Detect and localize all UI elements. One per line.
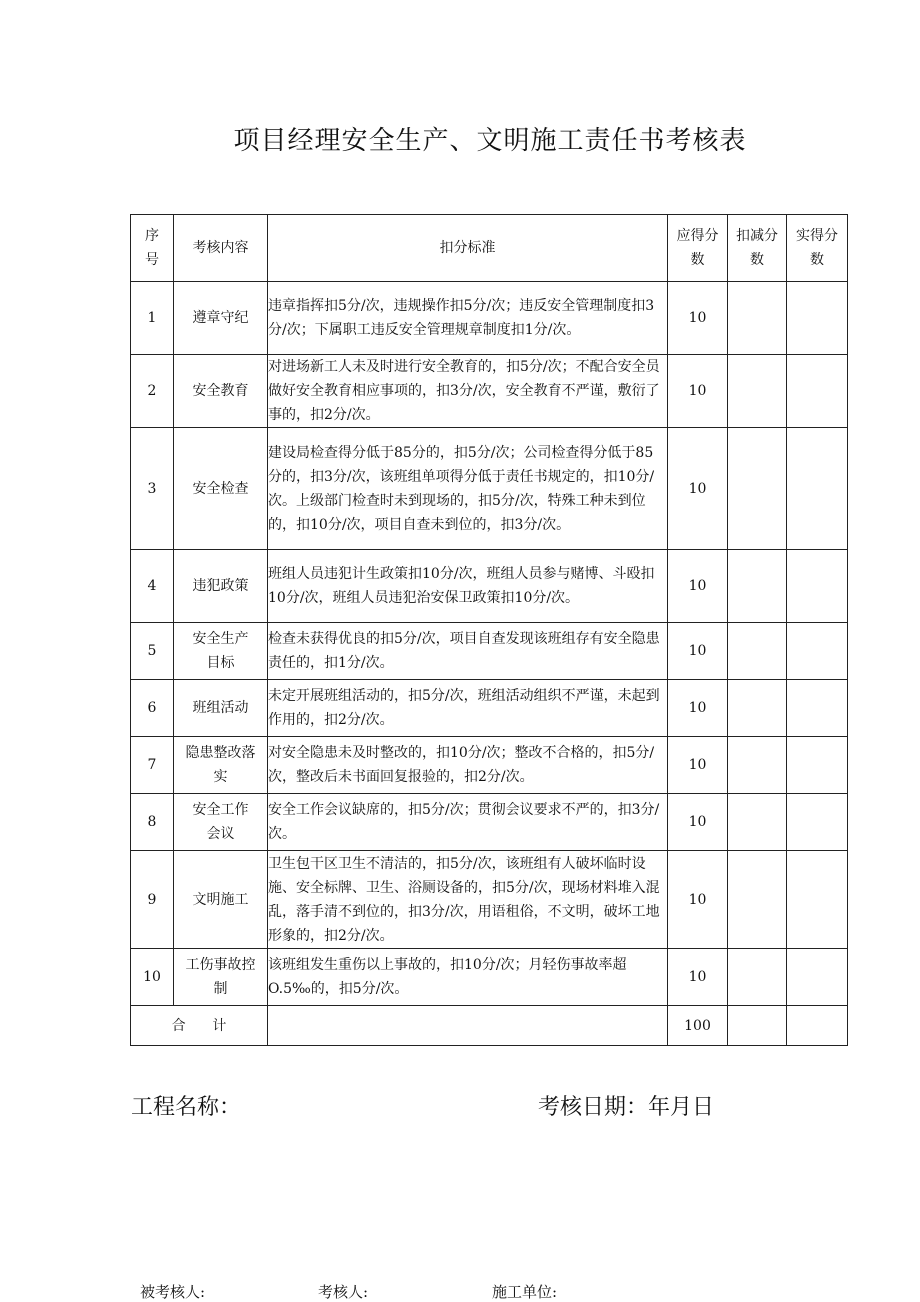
row-content: 安全教育: [174, 355, 268, 428]
row-content: 遵章守纪: [174, 282, 268, 355]
table-row: [131, 949, 848, 1006]
assessment-date-label: 考核日期：年月日: [538, 1095, 715, 1120]
row-deduct-score[interactable]: [728, 550, 787, 623]
total-score: 100: [668, 1006, 728, 1046]
row-content: 安全检查: [174, 428, 268, 550]
row-deduct-score[interactable]: [728, 282, 787, 355]
row-due-score: 10: [668, 949, 728, 1006]
row-actual-score[interactable]: [787, 623, 848, 680]
row-content: 违犯政策: [174, 550, 268, 623]
row-due-score: 10: [668, 550, 728, 623]
page-title: 项目经理安全生产、文明施工责任书考核表: [233, 126, 747, 156]
row-actual-score[interactable]: [787, 949, 848, 1006]
row-standard: 建设局检查得分低于85分的，扣5分/次；公司检查得分低于85分的，扣3分/次，该班组单项得分低于责任书规定的，扣10分/次。上级部门检查时未到现场的，扣5分/次，特殊工种未到位的，扣10分/次，项目自查未到位的，扣3分/次。: [268, 428, 668, 550]
table-row: [131, 851, 848, 949]
assessment-table: [130, 214, 848, 1046]
row-standard: 对安全隐患未及时整改的，扣10分/次；整改不合格的，扣5分/次，整改后未书面回复报验的，扣2分/次。: [268, 737, 668, 794]
row-deduct-score[interactable]: [728, 737, 787, 794]
row-seq: 4: [131, 550, 174, 623]
row-actual-score[interactable]: [787, 355, 848, 428]
table-row: [131, 680, 848, 737]
row-standard: 班组人员违犯计生政策扣10分/次，班组人员参与赌博、斗殴扣10分/次，班组人员违犯治安保卫政策扣10分/次。: [268, 550, 668, 623]
row-seq: 6: [131, 680, 174, 737]
row-deduct-score[interactable]: [728, 623, 787, 680]
row-deduct-score[interactable]: [728, 428, 787, 550]
table-row: [131, 794, 848, 851]
row-content: 安全生产 目标: [174, 623, 268, 680]
row-seq: 9: [131, 851, 174, 949]
row-due-score: 10: [668, 680, 728, 737]
row-seq: 10: [131, 949, 174, 1006]
project-name-label: 工程名称：: [131, 1095, 242, 1120]
row-actual-score[interactable]: [787, 851, 848, 949]
table-row: [131, 282, 848, 355]
table-row: [131, 428, 848, 550]
table-row: [131, 550, 848, 623]
row-seq: 8: [131, 794, 174, 851]
row-standard: 安全工作会议缺席的，扣5分/次；贯彻会议要求不严的，扣3分/次。: [268, 794, 668, 851]
row-standard: 违章指挥扣5分/次，违规操作扣5分/次；违反安全管理制度扣3分/次；下属职工违反安全管理规章制度扣1分/次。: [268, 282, 668, 355]
header-actual-score: 实得分 数: [787, 215, 848, 282]
row-due-score: 10: [668, 794, 728, 851]
row-standard: 未定开展班组活动的，扣5分/次，班组活动组织不严谨，未起到作用的，扣2分/次。: [268, 680, 668, 737]
row-actual-score[interactable]: [787, 737, 848, 794]
row-seq: 7: [131, 737, 174, 794]
row-deduct-score[interactable]: [728, 794, 787, 851]
row-deduct-score[interactable]: [728, 355, 787, 428]
row-due-score: 10: [668, 428, 728, 550]
row-seq: 3: [131, 428, 174, 550]
assessor-label: 考核人:: [318, 1283, 369, 1301]
table-row: [131, 623, 848, 680]
row-content: 文明施工: [174, 851, 268, 949]
row-content: 隐患整改落 实: [174, 737, 268, 794]
row-deduct-score[interactable]: [728, 680, 787, 737]
row-standard: 检查未获得优良的扣5分/次，项目自查发现该班组存有安全隐患责任的，扣1分/次。: [268, 623, 668, 680]
row-actual-score[interactable]: [787, 680, 848, 737]
total-label: 合 计: [131, 1006, 268, 1046]
row-seq: 5: [131, 623, 174, 680]
row-actual-score[interactable]: [787, 428, 848, 550]
row-due-score: 10: [668, 623, 728, 680]
row-actual-score[interactable]: [787, 282, 848, 355]
header-content: 考核内容: [174, 215, 268, 282]
row-standard: 卫生包干区卫生不清洁的，扣5分/次，该班组有人破坏临时设施、安全标牌、卫生、浴厕设备的，扣5分/次，现场材料堆入混乱，落手清不到位的，扣3分/次，用语租俗，不文明，破坏工地形象的，扣2分/次。: [268, 851, 668, 949]
header-due-score: 应得分 数: [668, 215, 728, 282]
row-standard: 对进场新工人未及时进行安全教育的，扣5分/次；不配合安全员做好安全教育相应事项的，扣3分/次，安全教育不严谨，敷衍了事的，扣2分/次。: [268, 355, 668, 428]
row-deduct-score[interactable]: [728, 949, 787, 1006]
row-due-score: 10: [668, 282, 728, 355]
row-seq: 2: [131, 355, 174, 428]
row-standard: 该班组发生重伤以上事故的，扣10分/次；月轻伤事故率超O.5‰的，扣5分/次。: [268, 949, 668, 1006]
table-row: [131, 737, 848, 794]
row-content: 工伤事故控 制: [174, 949, 268, 1006]
row-content: 班组活动: [174, 680, 268, 737]
row-deduct-score[interactable]: [728, 851, 787, 949]
row-actual-score[interactable]: [787, 794, 848, 851]
total-actual[interactable]: [787, 1006, 848, 1046]
row-content: 安全工作 会议: [174, 794, 268, 851]
row-seq: 1: [131, 282, 174, 355]
header-seq: 序 号: [131, 215, 174, 282]
table-row: [131, 355, 848, 428]
row-due-score: 10: [668, 355, 728, 428]
row-actual-score[interactable]: [787, 550, 848, 623]
total-row: [131, 1006, 848, 1046]
assessed-person-label: 被考核人:: [140, 1283, 206, 1301]
construction-unit-label: 施工单位:: [492, 1283, 558, 1301]
row-due-score: 10: [668, 737, 728, 794]
header-row: [131, 215, 848, 282]
total-standard: [268, 1006, 668, 1046]
row-due-score: 10: [668, 851, 728, 949]
header-standard: 扣分标准: [268, 215, 668, 282]
total-deduct[interactable]: [728, 1006, 787, 1046]
header-deduct-score: 扣减分 数: [728, 215, 787, 282]
